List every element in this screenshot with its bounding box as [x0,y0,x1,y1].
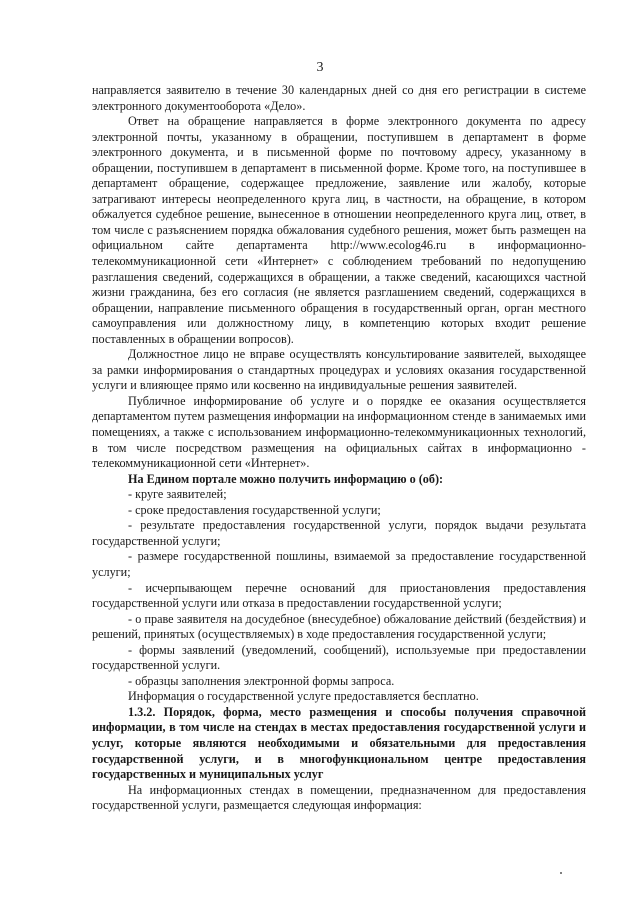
paragraph-response-form: Ответ на обращение направляется в форме электронного документа по адресу электронной почты, указанному в обращении, поступившем в департамент в форме электронного документа, и в письменной форме по почтовому адресу, указанному в обращении, поступившем в департамент в письменной форме. Кроме того, на поступившее в департамент обращение, содержащее предложение, заявление или жалобу, которые затрагивают интересы неопределенного круга лиц, в частности, на обращение, в котором обжалуется судебное решение, вынесенное в отношении неопределенного круга лиц, ответ, в том числе с разъяснением порядка обжалования судебного решения, может быть размещен на официальном сайте департамента http://www.ecolog46.ru в информационно-телекоммуникационной сети «Интернет» с соблюдением требований по недопущению разглашения сведений, содержащихся в обращении, а также сведений, касающихся частной жизни гражданина, без его согласия (не является разглашением сведений, содержащихся в обращении, направление письменного обращения в государственный орган, орган местного самоуправления или должностному лицу, в компетенцию которых входит решение поставленных в обращении вопросов). [92,114,586,346]
free-info-paragraph: Информация о государственной услуге предоставляется бесплатно. [128,689,479,704]
list-item: - сроке предоставления государственной услуги; [128,502,381,517]
section-heading: 1.3.2. Порядок, форма, место размещения и способы получения справочной информации, в том числе на стендах в местах предоставления государственной услуги и услуг, которые являются необходимыми и обязательными для предоставления государственной услуги, и в многофункциональном центре предоставления государственных и муниципальных услуг [92,704,586,782]
list-item: - о праве заявителя на досудебное (внесудебное) обжалование действий (бездействия) и решений, принятых (осуществляемых) в ходе предоставления государственной услуги; [92,611,586,642]
paragraph-official-limits: Должностное лицо не вправе осуществлять консультирование заявителей, выходящее за рамки информирования о стандартных процедурах и условиях оказания государственной услуги и влияющее прямо или косвенно на индивидуальные решения заявителей. [92,347,586,393]
paragraph-continuation: направляется заявителю в течение 30 календарных дней со дня его регистрации в системе электронного документооборота «Дело». [92,83,586,113]
page-number: 3 [316,60,324,75]
list-item: - исчерпывающем перечне оснований для приостановления предоставления государственной услуги или отказа в предоставлении государственной услуги; [92,580,586,611]
portal-heading: На Едином портале можно получить информацию о (об): [128,471,444,486]
list-item: - размере государственной пошлины, взимаемой за предоставление государственной услуги; [92,549,586,579]
paragraph-public-informing: Публичное информирование об услуге и о порядке ее оказания осуществляется департаментом путем размещения информации на информационном стенде в занимаемых ими помещениях, а также с использованием информационно-телекоммуникационных технологий, в том числе посредством размещения на официальных сайтах в информационно - телекоммуникационной сети «Интернет». [92,393,586,471]
list-item: - круге заявителей; [128,487,227,502]
paragraph-info-stands: На информационных стендах в помещении, предназначенном для предоставления государственной услуги, размещается следующая информация: [92,782,586,813]
document-body [92,83,586,814]
scan-speck [560,872,562,874]
list-item: - результате предоставления государственной услуги, порядок выдачи результата государственной услуги; [92,518,586,548]
list-item: - образцы заполнения электронной формы запроса. [128,673,395,688]
list-item: - формы заявлений (уведомлений, сообщений), используемые при предоставлении государственной услуги. [92,642,586,673]
